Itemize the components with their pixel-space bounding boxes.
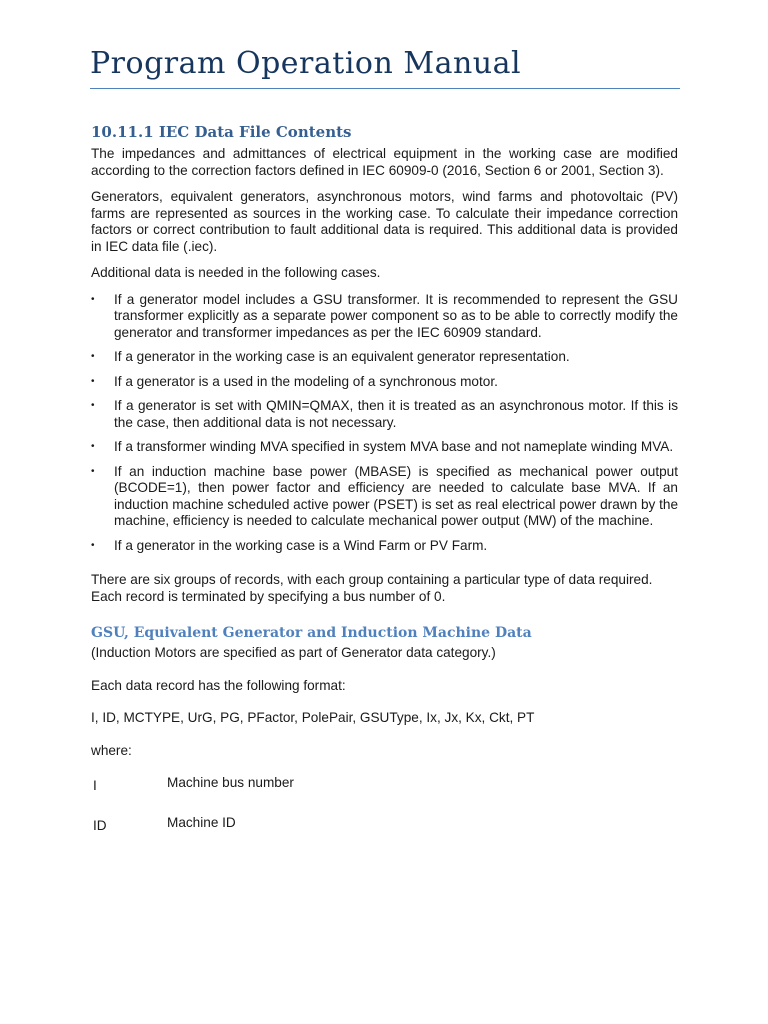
definition-list bbox=[91, 775, 678, 834]
list-item-text: If a generator model includes a GSU transformer. It is recommended to represent the GSU transformer explicitly as a separate power component so as to be able to correctly modify the generator and transformer impedances as per the IEC 60909 standard. bbox=[114, 291, 678, 340]
section-heading: 10.11.1 IEC Data File Contents bbox=[91, 123, 352, 141]
list-item-text: If a generator in the working case is an equivalent generator representation. bbox=[114, 349, 570, 364]
page-title: Program Operation Manual bbox=[90, 46, 522, 81]
subsection-heading: GSU, Equivalent Generator and Induction Machine Data bbox=[91, 625, 532, 641]
list-item bbox=[91, 292, 678, 342]
paragraph-note: (Induction Motors are specified as part of Generator data category.) bbox=[91, 645, 496, 660]
list-item-text: If a generator in the working case is a Wind Farm or PV Farm. bbox=[114, 537, 488, 553]
page-header bbox=[90, 46, 680, 89]
definition-term: I bbox=[93, 778, 97, 793]
bullet-icon: • bbox=[91, 441, 95, 452]
record-format: I, ID, MCTYPE, UrG, PG, PFactor, PolePair, GSUType, Ix, Jx, Kx, Ckt, PT bbox=[91, 710, 535, 725]
definition-row bbox=[91, 815, 678, 835]
list-item bbox=[91, 398, 678, 431]
bullet-icon: • bbox=[91, 351, 95, 362]
paragraph-record-groups: There are six groups of records, with each group containing a particular type of data required. Each record is terminated by specifying a bus number of 0. bbox=[91, 572, 653, 604]
paragraph-additional-data: Additional data is needed in the following cases. bbox=[91, 265, 381, 280]
list-item-text: If an induction machine base power (MBASE) is specified as mechanical power output (BCODE=1), then power factor and efficiency are needed to calculate base MVA. If an induction machine scheduled active power (PSET) is set as real electrical power drawn by the machine, efficiency is needed to calculate mechanical power output (MW) of the machine. bbox=[114, 463, 678, 528]
list-item bbox=[91, 538, 678, 555]
definition-row bbox=[91, 775, 678, 795]
paragraph-generators: Generators, equivalent generators, asynchronous motors, wind farms and photovoltaic (PV) farms are represented as sources in the working case. To calculate their impedance correction factors or correct contribution to fault additional data is required. This additional data is provided in IEC data file (.iec). bbox=[91, 189, 678, 254]
paragraph-where: where: bbox=[91, 742, 132, 758]
definition-description: Machine bus number bbox=[167, 775, 294, 790]
bullet-list bbox=[91, 292, 678, 555]
bullet-icon: • bbox=[91, 465, 95, 477]
list-item bbox=[91, 374, 678, 391]
list-item-text: If a transformer winding MVA specified in system MVA base and not nameplate winding MVA. bbox=[114, 439, 674, 454]
list-item-text: If a generator is a used in the modeling of a synchronous motor. bbox=[114, 373, 498, 389]
list-item bbox=[91, 464, 678, 530]
bullet-icon: • bbox=[91, 400, 95, 411]
definition-term: ID bbox=[93, 817, 107, 833]
bullet-icon: • bbox=[91, 293, 95, 305]
bullet-icon: • bbox=[91, 375, 95, 387]
bullet-icon: • bbox=[91, 539, 95, 551]
list-item bbox=[91, 349, 678, 366]
paragraph-format-intro: Each data record has the following format: bbox=[91, 677, 346, 693]
paragraph-impedances: The impedances and admittances of electrical equipment in the working case are modified according to the correction factors defined in IEC 60909-0 (2016, Section 6 or 2001, Section 3). bbox=[91, 146, 678, 178]
document-body bbox=[91, 122, 678, 854]
list-item-text: If a generator is set with QMIN=QMAX, then it is treated as an asynchronous motor. If this is the case, then additional data is not necessary. bbox=[114, 398, 678, 430]
definition-description: Machine ID bbox=[167, 814, 236, 830]
list-item bbox=[91, 439, 678, 456]
